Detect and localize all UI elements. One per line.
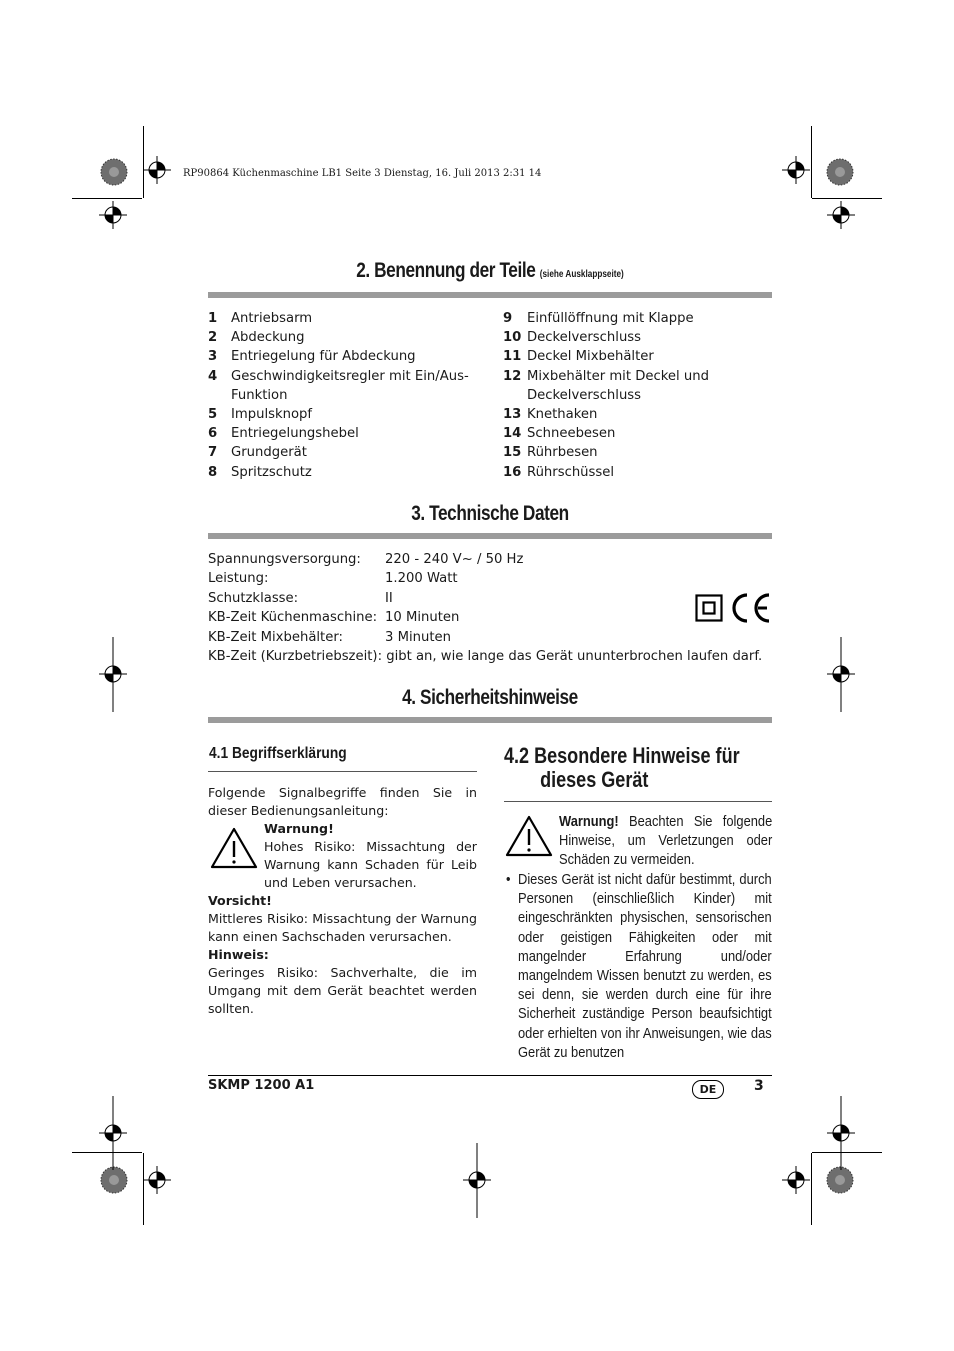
list-item: 4 Geschwindigkeitsregler mit Ein/Aus- Funktion [208, 368, 469, 403]
table-row: KB-Zeit Mixbehälter: 3 Minuten [208, 629, 451, 645]
section-2-title [208, 259, 772, 283]
list-item: 3 Entriegelung für Abdeckung [208, 349, 416, 365]
list-item: 2 Abdeckung [208, 330, 305, 346]
section-4-bar [208, 717, 772, 723]
language-badge [692, 1080, 724, 1099]
table-row: Leistung: 1.200 Watt [208, 571, 458, 587]
section-4-title [208, 686, 772, 710]
language-label: DE [699, 1083, 717, 1096]
section-3-bar [208, 533, 772, 539]
warning-triangle-icon [209, 826, 259, 870]
section-2-heading: 2. Benennung der Teile [356, 259, 536, 282]
section-2-bar [208, 292, 772, 298]
s41-hint-label: Hinweis: [208, 947, 269, 962]
section-3-title [208, 502, 772, 526]
section-4-heading: 4. Sicherheitshinweise [402, 686, 578, 709]
list-item: 10 Deckelverschluss [503, 330, 642, 346]
s42-bullet-text: Dieses Gerät ist nicht dafür bestimmt, durch Personen (einschließlich Kinder) mit eingeschränkten physischen, sensorischen oder geistigen Fähigkeiten oder mit mangelnder Erfahrung und/oder mangelndem Wissen benutzt zu werden, es sei denn, sie werden durch eine für ihre Sicherheit zuständige Person beaufsichtigt oder erhielten von ihr Anweisungen, wie das Gerät zu benutzen [518, 871, 772, 1061]
s41-caution-label: Vorsicht! [208, 893, 272, 908]
list-item: 13 Knethaken [503, 407, 598, 423]
s42-title-line1: 4.2 Besondere Hinweise für [504, 743, 740, 768]
print-header: RP90864 Küchenmaschine LB1 Seite 3 Dienstag, 16. Juli 2013 2:31 14 [183, 168, 542, 179]
page-number: 3 [754, 1078, 764, 1094]
list-item: 16 Rührschüssel [503, 464, 615, 480]
s41-hint-text: Geringes Risiko: Sachverhalte, die im Umgang mit dem Gerät beachtet werden sollten. [208, 965, 477, 1017]
table-row: Spannungsversorgung: 220 - 240 V~ / 50 Hz [208, 552, 524, 567]
parts-list-right [503, 309, 773, 482]
list-item: 8 Spritzschutz [208, 464, 312, 480]
list-item: 11 Deckel Mixbehälter [503, 349, 654, 365]
list-item: 6 Entriegelungshebel [208, 426, 359, 442]
s42-warning [559, 812, 772, 870]
subsection-4-1-title: 4.1 Begriffserklärung [209, 745, 347, 762]
s41-warn-text: Hohes Risiko: Missachtung der Warnung kann Schaden für Leib und Leben verursachen. [264, 839, 477, 891]
footer-rule [208, 1075, 772, 1076]
s42-bullet-marker: • [506, 871, 511, 888]
s42-warn-label: Warnung! [559, 813, 619, 830]
parts-list-left [208, 309, 478, 482]
list-item: 7 Grundgerät [208, 445, 307, 461]
s42-title-line2: dieses Gerät [540, 767, 649, 792]
subsection-4-2-title [504, 744, 791, 792]
table-row: Schutzklasse: II [208, 590, 393, 606]
section-3-heading: 3. Technische Daten [411, 502, 569, 525]
protection-class-ii-icon [695, 594, 723, 622]
kb-note: KB-Zeit (Kurzbetriebszeit): gibt an, wie lange das Gerät ununterbrochen laufen darf. [208, 649, 763, 665]
section-2-note: (siehe Ausklappseite) [539, 269, 624, 280]
table-row: KB-Zeit Küchenmaschine: 10 Minuten [208, 610, 460, 626]
footer-model: SKMP 1200 A1 [208, 1078, 315, 1093]
warning-triangle-icon-2 [504, 814, 554, 858]
list-item: 9 Einfüllöffnung mit Klappe [503, 311, 694, 326]
s41-caution-text: Mittleres Risiko: Missachtung der Warnung kann einen Sachschaden verursachen. [208, 911, 477, 945]
subsection-4-2-rule [504, 801, 772, 802]
ce-mark-icon [730, 592, 774, 624]
list-item: 12 Mixbehälter mit Deckel und Deckelverschluss [503, 368, 709, 403]
list-item: 15 Rührbesen [503, 445, 598, 461]
list-item: 14 Schneebesen [503, 426, 616, 442]
s42-warn-text: Beachten Sie folgende Hinweise, um Verletzungen oder Schäden zu vermeiden. [559, 813, 773, 869]
list-item: 5 Impulsknopf [208, 407, 313, 423]
s41-warn-label: Warnung! [264, 821, 334, 836]
subsection-4-1-rule [208, 771, 477, 772]
list-item: 1 Antriebsarm [208, 311, 313, 326]
tech-data-table [208, 550, 772, 666]
s41-intro: Folgende Signalbegriffe finden Sie in dieser Bedienungsanleitung: [208, 785, 477, 819]
